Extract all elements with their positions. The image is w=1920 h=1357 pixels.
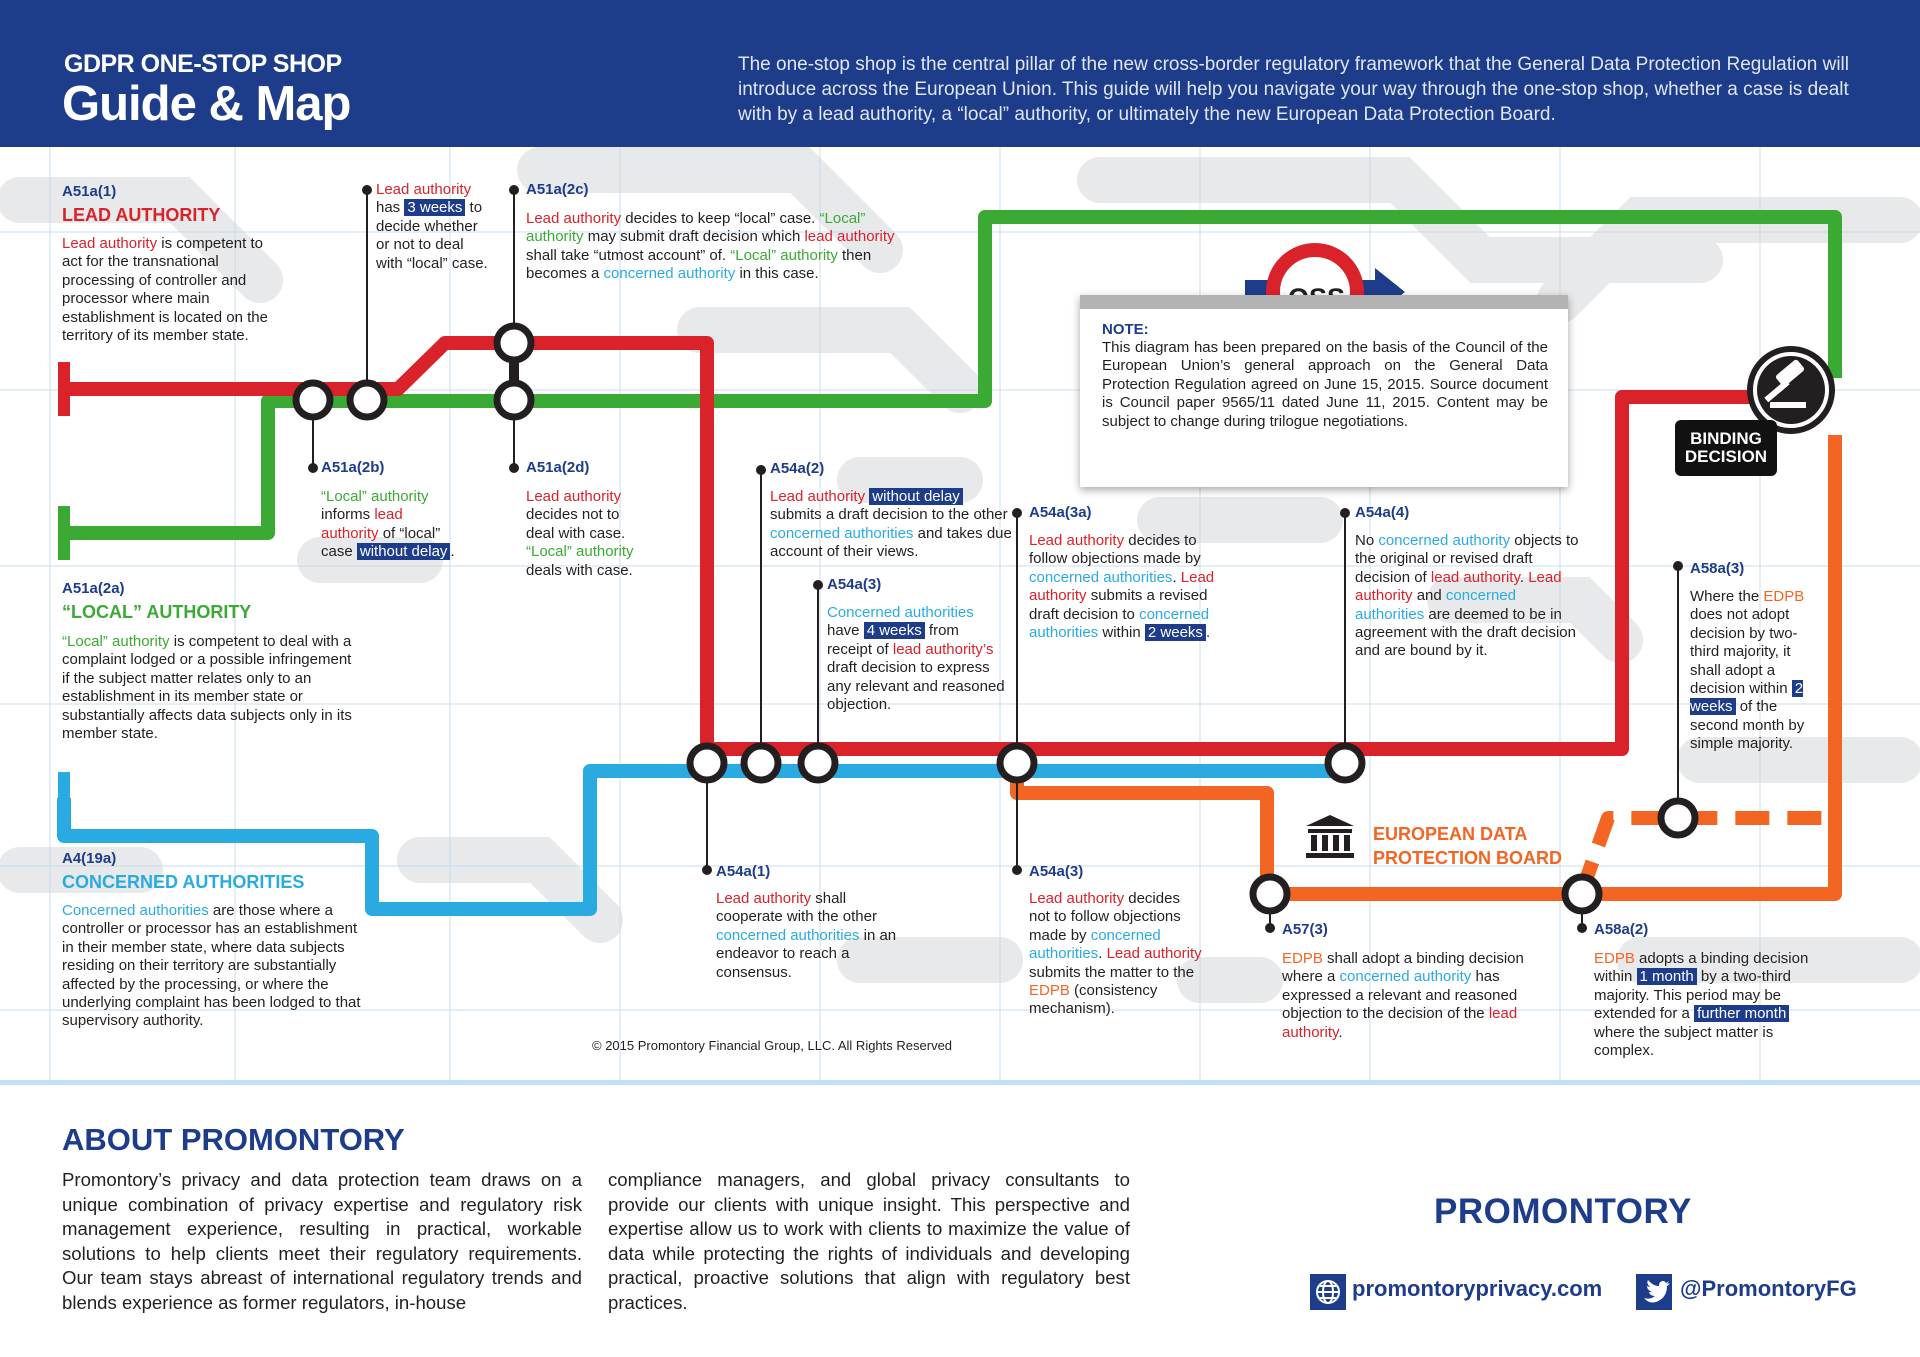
a58a3-code: A58a(3)	[1690, 560, 1745, 577]
gavel-icon	[1750, 349, 1832, 431]
a51a2b-code: A51a(2b)	[321, 459, 385, 476]
note-box	[1080, 295, 1568, 487]
callout-a54a3: Concerned authorities have 4 weeks from receipt of lead authority’s draft decision to express any relevant and reasoned objection.	[827, 604, 1005, 714]
a54a3b-code: A54a(3)	[1029, 863, 1084, 880]
lead-authority-desc: Lead authority is competent to act for the transnational processing of controller and processor where main establishment is located on the territory of its member state.	[62, 235, 268, 345]
callout-a51a2c: Lead authority decides to keep “local” case. “Local” authority may submit draft decision which lead authority shall take “utmost account” of. “Local” authority then becomes a concerned authority in this case.	[526, 210, 895, 283]
header-banner	[0, 0, 1920, 147]
callout-a54a1: Lead authority shall cooperate with the other concerned authorities in an endeavor to reach a consensus.	[716, 890, 897, 981]
about-title: ABOUT PROMONTORY	[62, 1122, 405, 1157]
a57-code: A57(3)	[1282, 921, 1328, 938]
callout-a54a2: Lead authority without delay submits a draft decision to the other concerned authorities and takes due account of their views.	[770, 488, 1012, 561]
globe-icon	[1310, 1274, 1346, 1310]
a51a2c-code: A51a(2c)	[526, 181, 589, 198]
local-authority-title: “LOCAL” AUTHORITY	[62, 602, 252, 622]
callout-a57: EDPB shall adopt a binding decision where a concerned authority has expressed a relevant and reasoned objection to the decision of the lead authority.	[1282, 950, 1524, 1041]
lead-code: A51a(1)	[62, 183, 117, 200]
callout-3-weeks: Lead authority has 3 weeks to decide whether or not to deal with “local” case.	[376, 181, 488, 272]
a58a2-code: A58a(2)	[1594, 921, 1649, 938]
a54a1-code: A54a(1)	[716, 863, 771, 880]
a54a4-code: A54a(4)	[1355, 504, 1410, 521]
binding-decision-label: BINDING DECISION	[1675, 420, 1777, 476]
edpb-label: EUROPEAN DATA PROTECTION BOARD	[1373, 824, 1562, 868]
callout-a58a3: Where the EDPB does not adopt decision by two-third majority, it shall adopt a decision within 2 weeks of the second month by simple majority.	[1690, 588, 1805, 753]
website-link[interactable]: promontoryprivacy.com	[1352, 1276, 1603, 1301]
about-col-2: compliance managers, and global privacy consultants to provide our clients with unique insight. This perspective and expertise allow us to work with clients to maximize the value of data while protecting the rights of individuals and developing practical, proactive solutions that align with regulatory best practices.	[608, 1169, 1130, 1313]
about-col-1: Promontory’s privacy and data protection team draws on a unique combination of privacy expertise and regulatory risk management experience, resulting in practical, workable solutions to help clients meet their regulatory requirements. Our team stays abreast of international regulatory trends and blends experience as former regulators, in-house	[62, 1169, 582, 1313]
concerned-code: A4(19a)	[62, 850, 117, 867]
callout-a54a3a: Lead authority decides to follow objections made by concerned authorities. Lead authority submits a revised draft decision to concerned authorities within 2 weeks .	[1029, 532, 1215, 642]
a54a2-code: A54a(2)	[770, 460, 825, 477]
note-title: NOTE:	[1102, 321, 1149, 338]
callout-a51a2d: Lead authority decides not to deal with case. “Local” authority deals with case.	[526, 488, 634, 579]
concerned-authorities-desc: Concerned authorities are those where a controller or processor has an establishment in their member state, where data subjects residing on their territory are substantially affected by the processing, or where the underlying complaint has been lodged to that supervisory authority.	[62, 902, 361, 1030]
copyright: © 2015 Promontory Financial Group, LLC. All Rights Reserved	[592, 1038, 953, 1053]
a54a3a-code: A54a(3a)	[1029, 504, 1092, 521]
twitter-bird-icon	[1636, 1274, 1672, 1310]
a51a2d-code: A51a(2d)	[526, 459, 590, 476]
page-title: Guide & Map	[62, 77, 351, 131]
note-body: This diagram has been prepared on the basis of the Council of the European Union’s general approach on the General Data Protection Regulation agreed on June 15, 2015. Source document is Council paper 9565/11 dated June 11, 2015. Content may be subject to change during trilogue negotiations.	[1102, 339, 1548, 430]
concerned-authorities-title: CONCERNED AUTHORITIES	[62, 872, 305, 892]
local-code: A51a(2a)	[62, 580, 125, 597]
local-authority-desc: “Local” authority is competent to deal with a complaint lodged or a possible infringement if the subject matter relates only to an establishment in its member state or substantially affects data subjects only in its member state.	[62, 633, 352, 743]
callout-a58a2: EDPB adopts a binding decision within 1 month by a two-third majority. This period may be extended for a further month where the subject matter is complex.	[1594, 950, 1809, 1060]
callout-a54a3b: Lead authority decides not to follow objections made by concerned authorities. Lead authority submits the matter to the EDPB (consistency mechanism).	[1029, 890, 1202, 1018]
promontory-logo: PROMONTORY	[1434, 1192, 1692, 1231]
a54a3-code: A54a(3)	[827, 576, 882, 593]
callout-a54a4: No concerned authority objects to the original or revised draft decision of lead authority. Lead authority and concerned authorities are deemed to be in agreement with the draft decision and are bound by it.	[1355, 532, 1579, 660]
twitter-link[interactable]: @PromontoryFG	[1680, 1276, 1857, 1301]
callout-a51a2b: “Local” authority informs lead authority of “local” case without delay .	[321, 488, 455, 561]
title-small: GDPR ONE-STOP SHOP	[64, 50, 342, 78]
intro-text: The one-stop shop is the central pillar of the new cross-border regulatory framework that the General Data Protection Regulation will introduce across the European Union. This guide will help you navigate your way through the one-stop shop, whether a case is dealt with by a lead authority, a “local” authority, or ultimately the new European Data Protection Board.	[738, 54, 1849, 125]
lead-authority-title: LEAD AUTHORITY	[62, 205, 221, 225]
